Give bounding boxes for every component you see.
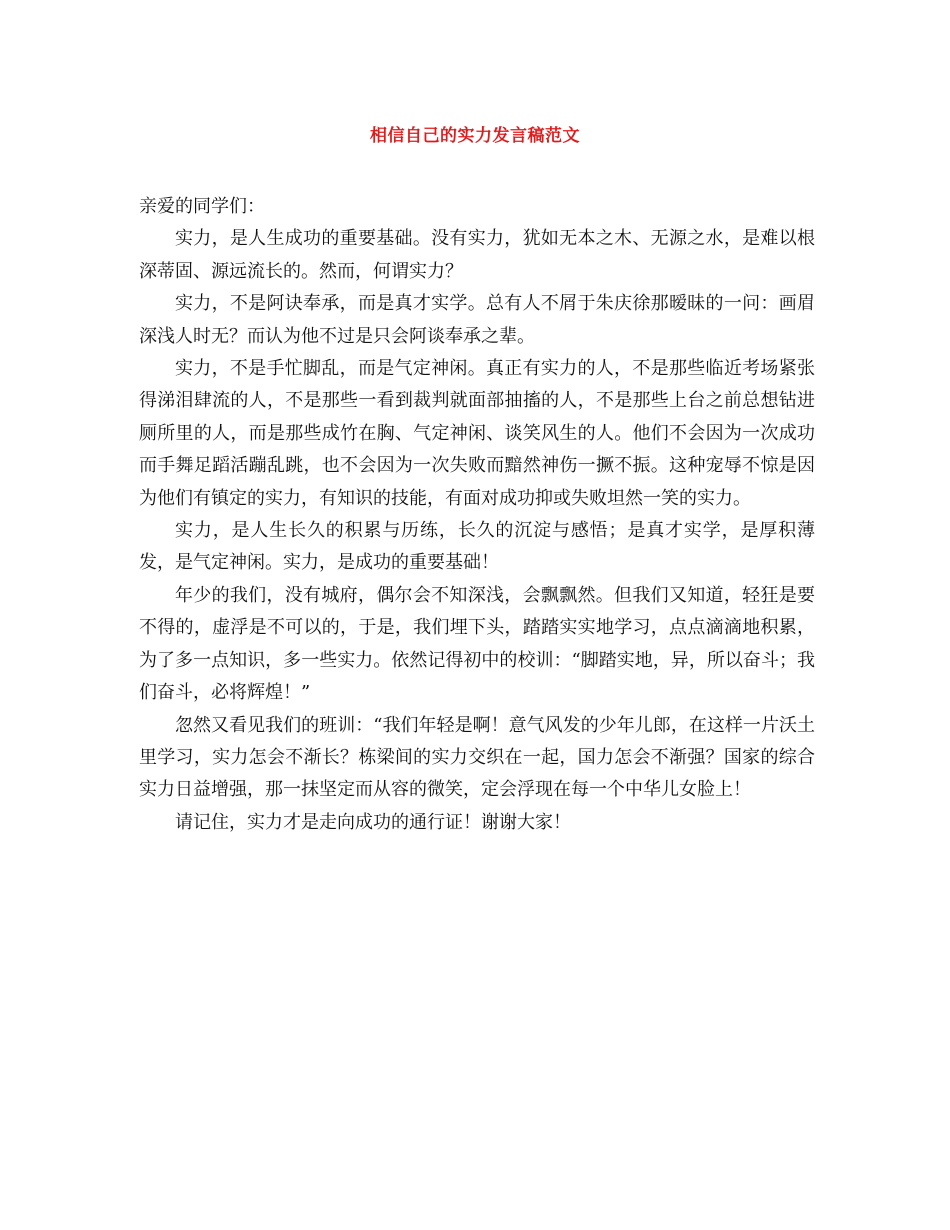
paragraph: 实力，是人生成功的重要基础。没有实力，犹如无本之木、无源之水，是难以根深蒂固、源远流长的。然而，何谓实力？ (139, 228, 815, 282)
paragraph: 忽然又看见我们的班训：“我们年轻是啊！意气风发的少年儿郎，在这样一片沃土里学习，实力怎会不渐长？栋梁间的实力交织在一起，国力怎会不渐强？国家的综合实力日益增强，那一抹坚定而从容的微笑，定会浮现在每一个中华儿女脸上！ (139, 714, 815, 801)
document-body (139, 191, 815, 839)
paragraph: 实力，是人生长久的积累与历练，长久的沉淀与感悟；是真才实学，是厚积薄发，是气定神闲。实力，是成功的重要基础！ (139, 520, 815, 574)
paragraph: 年少的我们，没有城府，偶尔会不知深浅，会飘飘然。但我们又知道，轻狂是要不得的，虚浮是不可以的，于是，我们埋下头，踏踏实实地学习，点点滴滴地积累，为了多一点知识，多一些实力。依然记得初中的校训：“脚踏实地，异，所以奋斗；我们奋斗，必将辉煌！” (139, 584, 815, 704)
paragraph: 实力，不是手忙脚乱，而是气定神闲。真正有实力的人，不是那些临近考场紧张得涕泪肆流的人，不是那些一看到裁判就面部抽搐的人，不是那些上台之前总想钻进厕所里的人，而是那些成竹在胸、气定神闲、谈笑风生的人。他们不会因为一次成功而手舞足蹈活蹦乱跳，也不会因为一次失败而黯然神伤一撅不振。这种宠辱不惊是因为他们有镇定的实力，有知识的技能，有面对成功抑或失败坦然一笑的实力。 (139, 358, 815, 509)
paragraph: 请记住，实力才是走向成功的通行证！谢谢大家！ (175, 811, 571, 833)
greeting: 亲爱的同学们： (139, 196, 265, 217)
document-title: 相信自己的实力发言稿范文 (370, 126, 580, 146)
paragraph: 实力，不是阿诀奉承，而是真才实学。总有人不屑于朱庆徐那暧昧的一问：画眉深浅人时无？而认为他不过是只会阿谈奉承之辈。 (139, 293, 815, 347)
